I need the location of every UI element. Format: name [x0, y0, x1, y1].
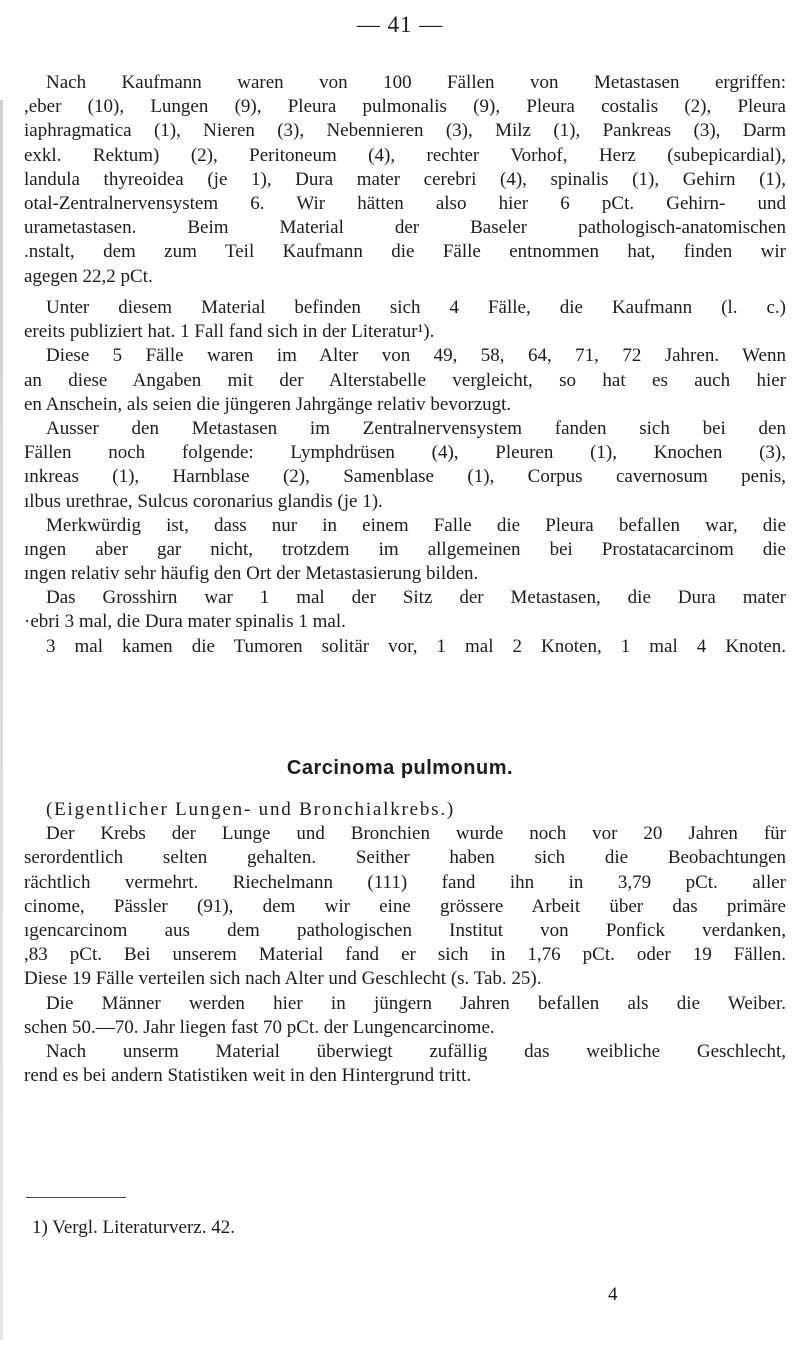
text-line: ıgencarcinom aus dem pathologischen Institut von Ponfick verdanken,: [24, 919, 786, 941]
text-line: Diese 5 Fälle waren im Alter von 49, 58, 64, 71, 72 Jahren. Wenn: [46, 345, 786, 367]
text-line: ınkreas (1), Harnblase (2), Samenblase (1), Corpus cavernosum penis,: [24, 466, 786, 488]
text-line: otal-Zentralnervensystem 6. Wir hätten also hier 6 pCt. Gehirn- und: [24, 192, 786, 214]
text-line: Nach Kaufmann waren von 100 Fällen von Metastasen ergriffen:: [46, 72, 786, 93]
text-line: rächtlich vermehrt. Riechelmann (111) fand ihn in 3,79 pCt. aller: [24, 871, 786, 893]
footnote: 1) Vergl. Literaturverz. 42.: [32, 1217, 235, 1238]
text-line: agegen 22,2 pCt.: [24, 265, 153, 287]
footnote-divider: [26, 1197, 126, 1198]
text-line: Merkwürdig ist, dass nur in einem Falle die Pleura befallen war, die: [46, 514, 786, 536]
text-line: en Anschein, als seien die jüngeren Jahrgänge relativ bevorzugt.: [24, 393, 512, 415]
paragraph-material-cases: [24, 296, 786, 659]
text-line: Fällen noch folgende: Lymphdrüsen (4), Pleuren (1), Knochen (3),: [24, 442, 786, 464]
text-line: ereits publiziert hat. 1 Fall fand sich in der Literatur¹).: [24, 321, 435, 343]
text-line: exkl. Rektum) (2), Peritoneum (4), rechter Vorhof, Herz (subepicardial),: [24, 144, 786, 166]
text-line: ·ebri 3 mal, die Dura mater spinalis 1 mal.: [24, 611, 346, 633]
text-line: Diese 19 Fälle verteilen sich nach Alter und Geschlecht (s. Tab. 25).: [24, 968, 542, 990]
text-line: ıngen aber gar nicht, trotzdem im allgemeinen bei Prostatacarcinom die: [24, 538, 786, 560]
text-line: urametastasen. Beim Material der Baseler pathologisch-anatomischen: [24, 217, 786, 239]
text-line: ,83 pCt. Bei unserem Material fand er sich in 1,76 pCt. oder 19 Fällen.: [24, 944, 786, 966]
text-line: serordentlich selten gehalten. Seither haben sich die Beobachtungen: [24, 847, 786, 869]
text-line: ıngen relativ sehr häufig den Ort der Metastasierung bilden.: [24, 563, 479, 585]
text-line: ,eber (10), Lungen (9), Pleura pulmonalis (9), Pleura costalis (2), Pleura: [24, 96, 786, 118]
text-line: cinome, Pässler (91), dem wir eine grössere Arbeit über das primäre: [24, 895, 786, 917]
text-line: Der Krebs der Lunge und Bronchien wurde noch vor 20 Jahren für: [46, 823, 786, 845]
paragraph-carcinoma-pulmonum: [24, 798, 786, 1088]
text-line: schen 50.—70. Jahr liegen fast 70 pCt. der Lungencarcinome.: [24, 1016, 495, 1038]
text-line: 3 mal kamen die Tumoren solitär vor, 1 mal 2 Knoten, 1 mal 4 Knoten.: [46, 635, 786, 657]
text-line: iaphragmatica (1), Nieren (3), Nebennieren (3), Milz (1), Pankreas (3), Darm: [24, 120, 786, 142]
text-line: Unter diesem Material befinden sich 4 Fälle, die Kaufmann (l. c.): [46, 297, 786, 318]
printer-signature: 4: [608, 1284, 618, 1305]
text-line: Ausser den Metastasen im Zentralnervensystem fanden sich bei den: [46, 417, 786, 439]
text-line: ılbus urethrae, Sulcus coronarius glandis (je 1).: [24, 490, 383, 512]
text-line: landula thyreoidea (je 1), Dura mater cerebri (4), spinalis (1), Gehirn (1),: [24, 168, 786, 190]
text-line: rend es bei andern Statistiken weit in den Hintergrund tritt.: [24, 1065, 472, 1087]
page-edge-shadow: [0, 100, 3, 1340]
text-line: Die Männer werden hier in jüngern Jahren befallen als die Weiber.: [46, 992, 786, 1014]
section-heading: Carcinoma pulmonum.: [286, 757, 514, 779]
page-number: — 41 —: [356, 12, 444, 37]
subheading: (Eigentlicher Lungen- und Bronchialkrebs.): [46, 799, 456, 820]
text-line: .nstalt, dem zum Teil Kaufmann die Fälle entnommen hat, finden wir: [24, 241, 786, 263]
text-line: Das Grosshirn war 1 mal der Sitz der Metastasen, die Dura mater: [46, 587, 786, 609]
text-line: an diese Angaben mit der Alterstabelle vergleicht, so hat es auch hier: [24, 369, 786, 391]
text-line: Nach unserm Material überwiegt zufällig das weibliche Geschlecht,: [46, 1040, 786, 1062]
paragraph-kaufmann-statistics: [24, 71, 786, 289]
